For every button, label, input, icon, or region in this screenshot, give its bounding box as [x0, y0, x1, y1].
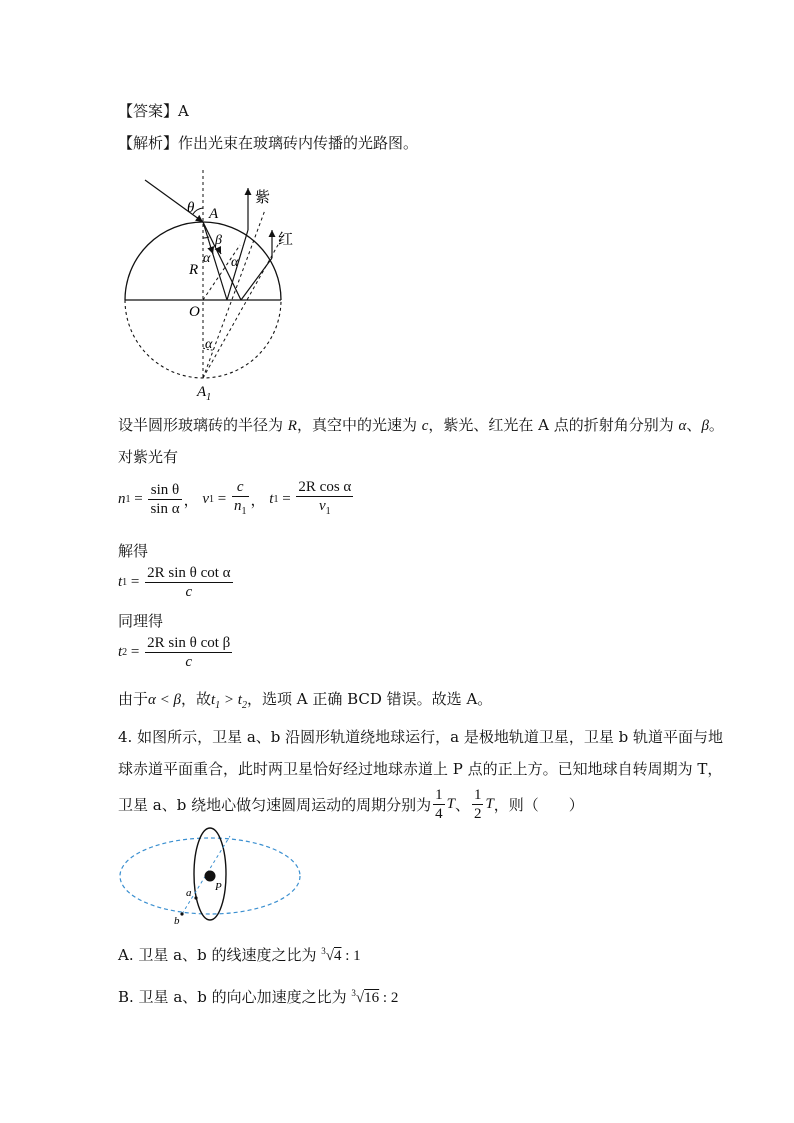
red-ray-out — [241, 258, 272, 300]
analysis-line — [118, 132, 418, 154]
label-alpha-mid: α — [231, 255, 239, 270]
label-theta: θ — [187, 200, 195, 216]
label-A: A — [209, 206, 219, 222]
similarly-line: 同理得 — [118, 612, 164, 630]
q4-line2: 球赤道平面重合，此时两卫星恰好经过地球赤道上 P 点的正上方。已知地球自转周期为 T， — [118, 760, 723, 778]
label-P: P — [215, 881, 222, 893]
label-alpha-left: α — [203, 251, 211, 266]
label-A1: $A_1$ — [197, 384, 212, 402]
analysis-text: 作出光束在玻璃砖内传播的光路图。 — [178, 134, 419, 152]
definition-line: 设半圆形玻璃砖的半径为 R，真空中的光速为 c，紫光、红光在 A 点的折射角分别为 α、β。 — [118, 416, 724, 434]
option-a: A. 卫星 a、b 的线速度之比为 $^3$√4 : 1 — [118, 946, 361, 964]
satellite-b — [180, 912, 183, 915]
orbit-figure — [118, 824, 304, 926]
label-alpha-bottom: α — [205, 337, 213, 352]
equation-2: t 1 = $\frac{\text{2R sin θ cot α}}{c}$ — [118, 565, 231, 600]
q4-line3: 卫星 a、b 绕地心做匀速圆周运动的周期分别为 $\frac{1}{4}$ T 、 $\frac{1}{2}$ T ，则（ ） — [118, 787, 584, 822]
answer-label: 【答案】 — [118, 102, 179, 120]
equation-1: n 1 = $\frac{\text{sin θ}}{\text{sin α}}$ ， v 1 = $\frac{c}{n_1}$ ， t 1 = $\frac{\text{2R cos α}}{v_1}$ — [118, 479, 352, 517]
label-b: b — [174, 915, 180, 926]
for-violet-line: 对紫光有 — [118, 448, 179, 466]
q4-line1: 4. 如图所示，卫星 a、b 沿圆形轨道绕地球运行，a 是极地轨道卫星，卫星 b 轨道平面与地 — [118, 728, 724, 746]
label-O: O — [189, 304, 200, 320]
option-b: B. 卫星 a、b 的向心加速度之比为 $^3$√16 : 2 — [118, 988, 399, 1006]
earth — [205, 871, 216, 882]
light-path-figure — [115, 170, 315, 402]
label-R: R — [189, 262, 199, 278]
satellite-a — [194, 896, 197, 899]
label-a: a — [186, 887, 192, 899]
equation-3: t 2 = $\frac{\text{2R sin θ cot β}}{c}$ — [118, 635, 231, 670]
label-hong: 红 — [278, 232, 294, 248]
solve-line: 解得 — [118, 542, 149, 560]
answer-line — [118, 100, 189, 122]
label-beta: β — [215, 233, 222, 248]
conclusion-line: 由于α < β，故$t_1 > t_2$，选项 A 正确 BCD 错误。故选 A。 — [118, 690, 493, 711]
answer-value: A — [178, 102, 189, 120]
analysis-label: 【解析】 — [118, 134, 179, 152]
label-zi: 紫 — [255, 190, 271, 206]
